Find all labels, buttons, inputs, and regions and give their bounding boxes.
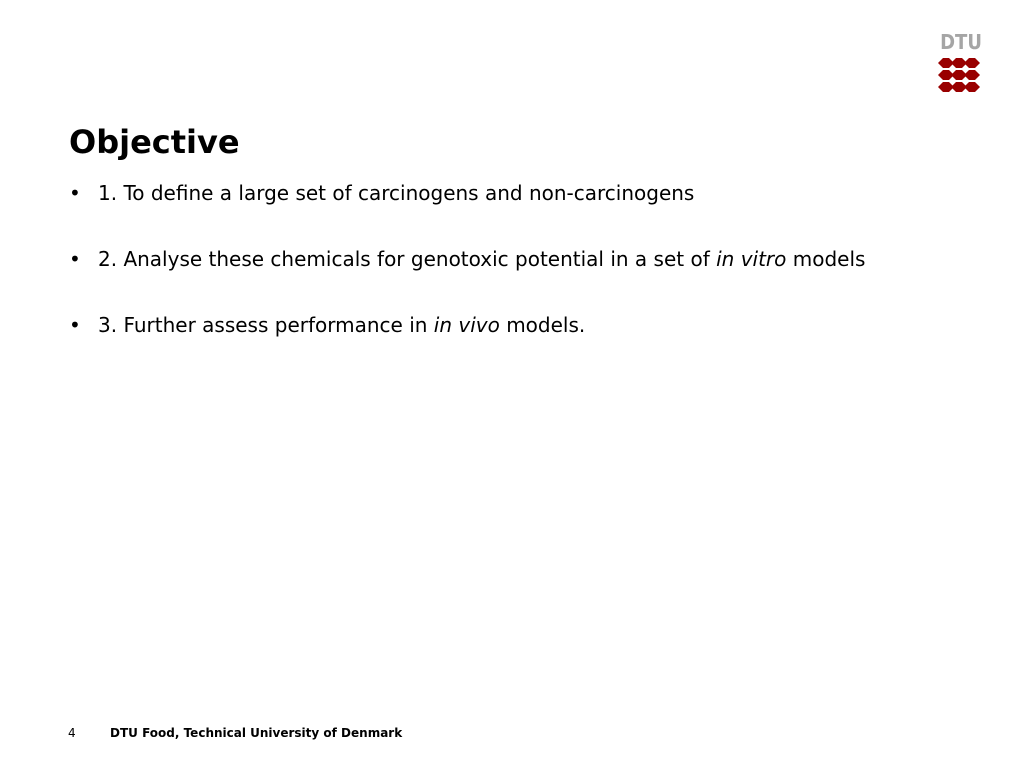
bullet-marker: • bbox=[69, 181, 81, 205]
bullet-italic-text: in vitro bbox=[716, 247, 787, 271]
bullet-list bbox=[69, 180, 949, 339]
dtu-logo-text: DTU bbox=[940, 30, 982, 54]
bullet-marker: • bbox=[69, 247, 81, 271]
bullet-italic-text: in vivo bbox=[433, 313, 500, 337]
bullet-marker: • bbox=[69, 313, 81, 337]
page-number: 4 bbox=[68, 726, 76, 740]
bullet-text: 1. To define a large set of carcinogens and non-carcinogens bbox=[98, 181, 695, 205]
footer-text: DTU Food, Technical University of Denmark bbox=[110, 726, 403, 740]
bullet-text-after: models bbox=[786, 247, 866, 271]
bullet-text: 3. Further assess performance in bbox=[98, 313, 434, 337]
bullet-item-3 bbox=[69, 312, 949, 339]
bullet-item-2 bbox=[69, 246, 949, 273]
bullet-text-after: models. bbox=[499, 313, 586, 337]
slide-title: Objective bbox=[69, 123, 240, 161]
bullet-text: 2. Analyse these chemicals for genotoxic potential in a set of bbox=[98, 247, 717, 271]
dtu-logo-mark-icon bbox=[938, 58, 980, 92]
bullet-item-1 bbox=[69, 180, 949, 207]
dtu-logo bbox=[938, 30, 980, 92]
